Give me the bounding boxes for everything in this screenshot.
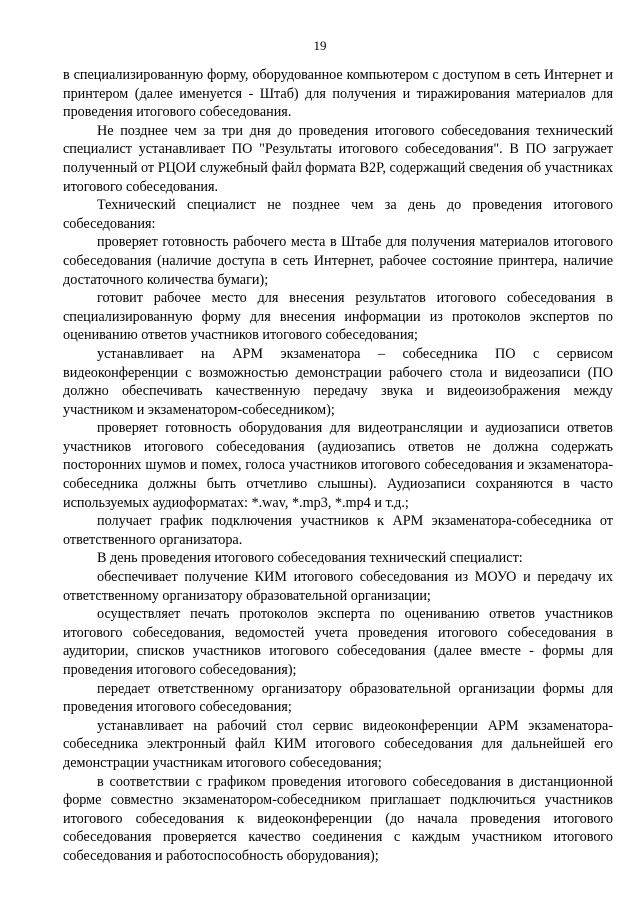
paragraph-invite-participants: в соответствии с графиком проведения итогового собеседования в дистанционной форме совместно экзаменатором-собеседником приглашает подключиться участников итогового собеседования к видеоконференции (до начала проведения итогового собеседования проверяется качество соединения с каждым участником итогового собеседования и работоспособность оборудования); <box>63 773 613 864</box>
paragraph-prepare-results-entry: готовит рабочее место для внесения результатов итогового собеседования в специализированную форму для внесения информации из протоколов экспертов по оцениванию ответов участников итогового собеседования; <box>63 290 613 344</box>
page-number: 19 <box>313 38 327 53</box>
paragraph-check-workplace: проверяет готовность рабочего места в Штабе для получения материалов итогового собеседования (наличие доступа в сеть Интернет, рабочее состояние принтера, наличие достаточного количества бумаги); <box>63 234 613 288</box>
document-body <box>63 66 613 866</box>
paragraph-install-videoconference: устанавливает на АРМ экзаменатора – собеседника ПО с сервисом видеоконференции с возможностью демонстрации рабочего стола и видеозаписи (ПО должно обеспечивать качественную передачу звука и видеоизображения между участником и экзаменатором-собеседником); <box>63 345 613 418</box>
paragraph-software-install: Не позднее чем за три дня до проведения итогового собеседования технический специалист устанавливает ПО "Результаты итогового собеседования". В ПО загружает полученный от РЦОИ служебный файл формата B2P, содержащий сведения об участниках итогового собеседования. <box>63 122 613 195</box>
paragraph-print-protocols: осуществляет печать протоколов эксперта по оцениванию ответов участников итогового собеседования, ведомостей учета проведения итогового собеседования в аудитории, списков участников итогового собеседования (далее вместе - формы для проведения итогового собеседования); <box>63 606 613 678</box>
paragraph-continuation: в специализированную форму, оборудованное компьютером с доступом в сеть Интернет и принтером (далее именуется - Штаб) для получения и тиражирования материалов для проведения итогового собеседования. <box>63 67 613 121</box>
paragraph-exam-day-intro: В день проведения итогового собеседования технический специалист: <box>97 550 523 567</box>
paragraph-check-recording: проверяет готовность оборудования для видеотрансляции и аудиозаписи ответов участников итогового собеседования (аудиозапись ответов не должна содержать посторонних шумов и помех, голоса участников итогового собеседования и экзаменатора-собеседника должны быть отчетливо слышны). Аудиозаписи сохраняются в часто используемых аудиоформатах: *.wav, *.mp3, *.mp4 и т.д.; <box>63 420 613 511</box>
paragraph-get-schedule: получает график подключения участников к АРМ экзаменатора-собеседника от ответственного организатора. <box>63 513 613 548</box>
paragraph-day-before-intro: Технический специалист не позднее чем за день до проведения итогового собеседования: <box>63 197 613 232</box>
paragraph-hand-over-forms: передает ответственному организатору образовательной организации формы для проведения итогового собеседования; <box>63 680 613 716</box>
paragraph-receive-kim: обеспечивает получение КИМ итогового собеседования из МОУО и передачу их ответственному организатору образовательной организации; <box>63 569 613 604</box>
paragraph-desktop-kim: устанавливает на рабочий стол сервис видеоконференции АРМ экзаменатора-собеседника электронный файл КИМ итогового собеседования для дальнейшей его демонстрации участникам итогового собеседования; <box>63 717 613 771</box>
